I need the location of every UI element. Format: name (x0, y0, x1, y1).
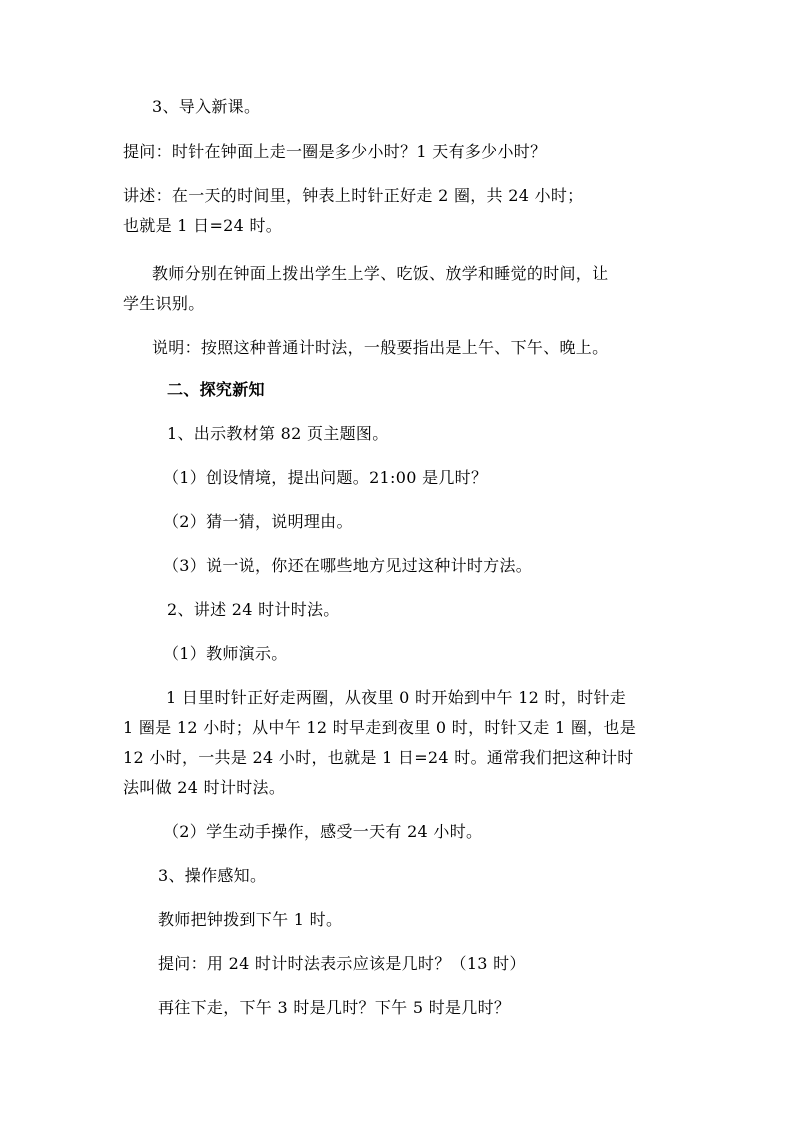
explanation-ordinary-timekeeping: 说明：按照这种普通计时法，一般要指出是上午、下午、晚上。 (152, 338, 609, 357)
step-1-3-discuss: （3）说一说，你还在哪些地方见过这种计时方法。 (163, 556, 533, 575)
step-3-operation-heading: 3、操作感知。 (158, 866, 267, 885)
demo-paragraph-line-1: 1 日里时针正好走两圈，从夜里 0 时开始到中午 12 时，时针走 (166, 688, 627, 707)
step-2-2-student-practice: （2）学生动手操作，感受一天有 24 小时。 (163, 822, 483, 841)
section-3-intro-heading: 3、导入新课。 (152, 97, 261, 116)
step-1-show-diagram: 1、出示教材第 82 页主题图。 (167, 424, 389, 443)
section-explore-heading: 二、探究新知 (167, 380, 265, 399)
question-13-hours: 提问：用 24 时计时法表示应该是几时？（13 时） (158, 954, 526, 973)
question-3pm-5pm: 再往下走，下午 3 时是几时？下午 5 时是几时？ (158, 998, 511, 1017)
teacher-set-clock: 教师把钟拨到下午 1 时。 (158, 910, 343, 929)
teacher-demo-line-1: 教师分别在钟面上拨出学生上学、吃饭、放学和睡觉的时间，让 (152, 264, 609, 283)
step-2-24-hour-method: 2、讲述 24 时计时法。 (167, 600, 340, 619)
step-1-1-scenario: （1）创设情境，提出问题。21:00 是几时？ (163, 468, 488, 487)
demo-paragraph-line-2: 1 圈是 12 小时；从中午 12 时早走到夜里 0 时，时针又走 1 圈，也是 (123, 718, 637, 737)
teacher-demo-line-2: 学生识别。 (123, 294, 205, 313)
narration-line-2: 也就是 1 日=24 时。 (123, 216, 283, 235)
narration-line-1: 讲述：在一天的时间里，钟表上时针正好走 2 圈，共 24 小时； (123, 186, 584, 205)
question-clock-circle: 提问：时针在钟面上走一圈是多少小时？1 天有多少小时？ (123, 142, 547, 161)
step-2-1-teacher-demo: （1）教师演示。 (163, 644, 288, 663)
demo-paragraph-line-3: 12 小时，一共是 24 小时，也就是 1 日=24 时。通常我们把这种计时 (123, 748, 634, 767)
step-1-2-guess: （2）猜一猜，说明理由。 (163, 512, 353, 531)
demo-paragraph-line-4: 法叫做 24 时计时法。 (123, 778, 286, 797)
